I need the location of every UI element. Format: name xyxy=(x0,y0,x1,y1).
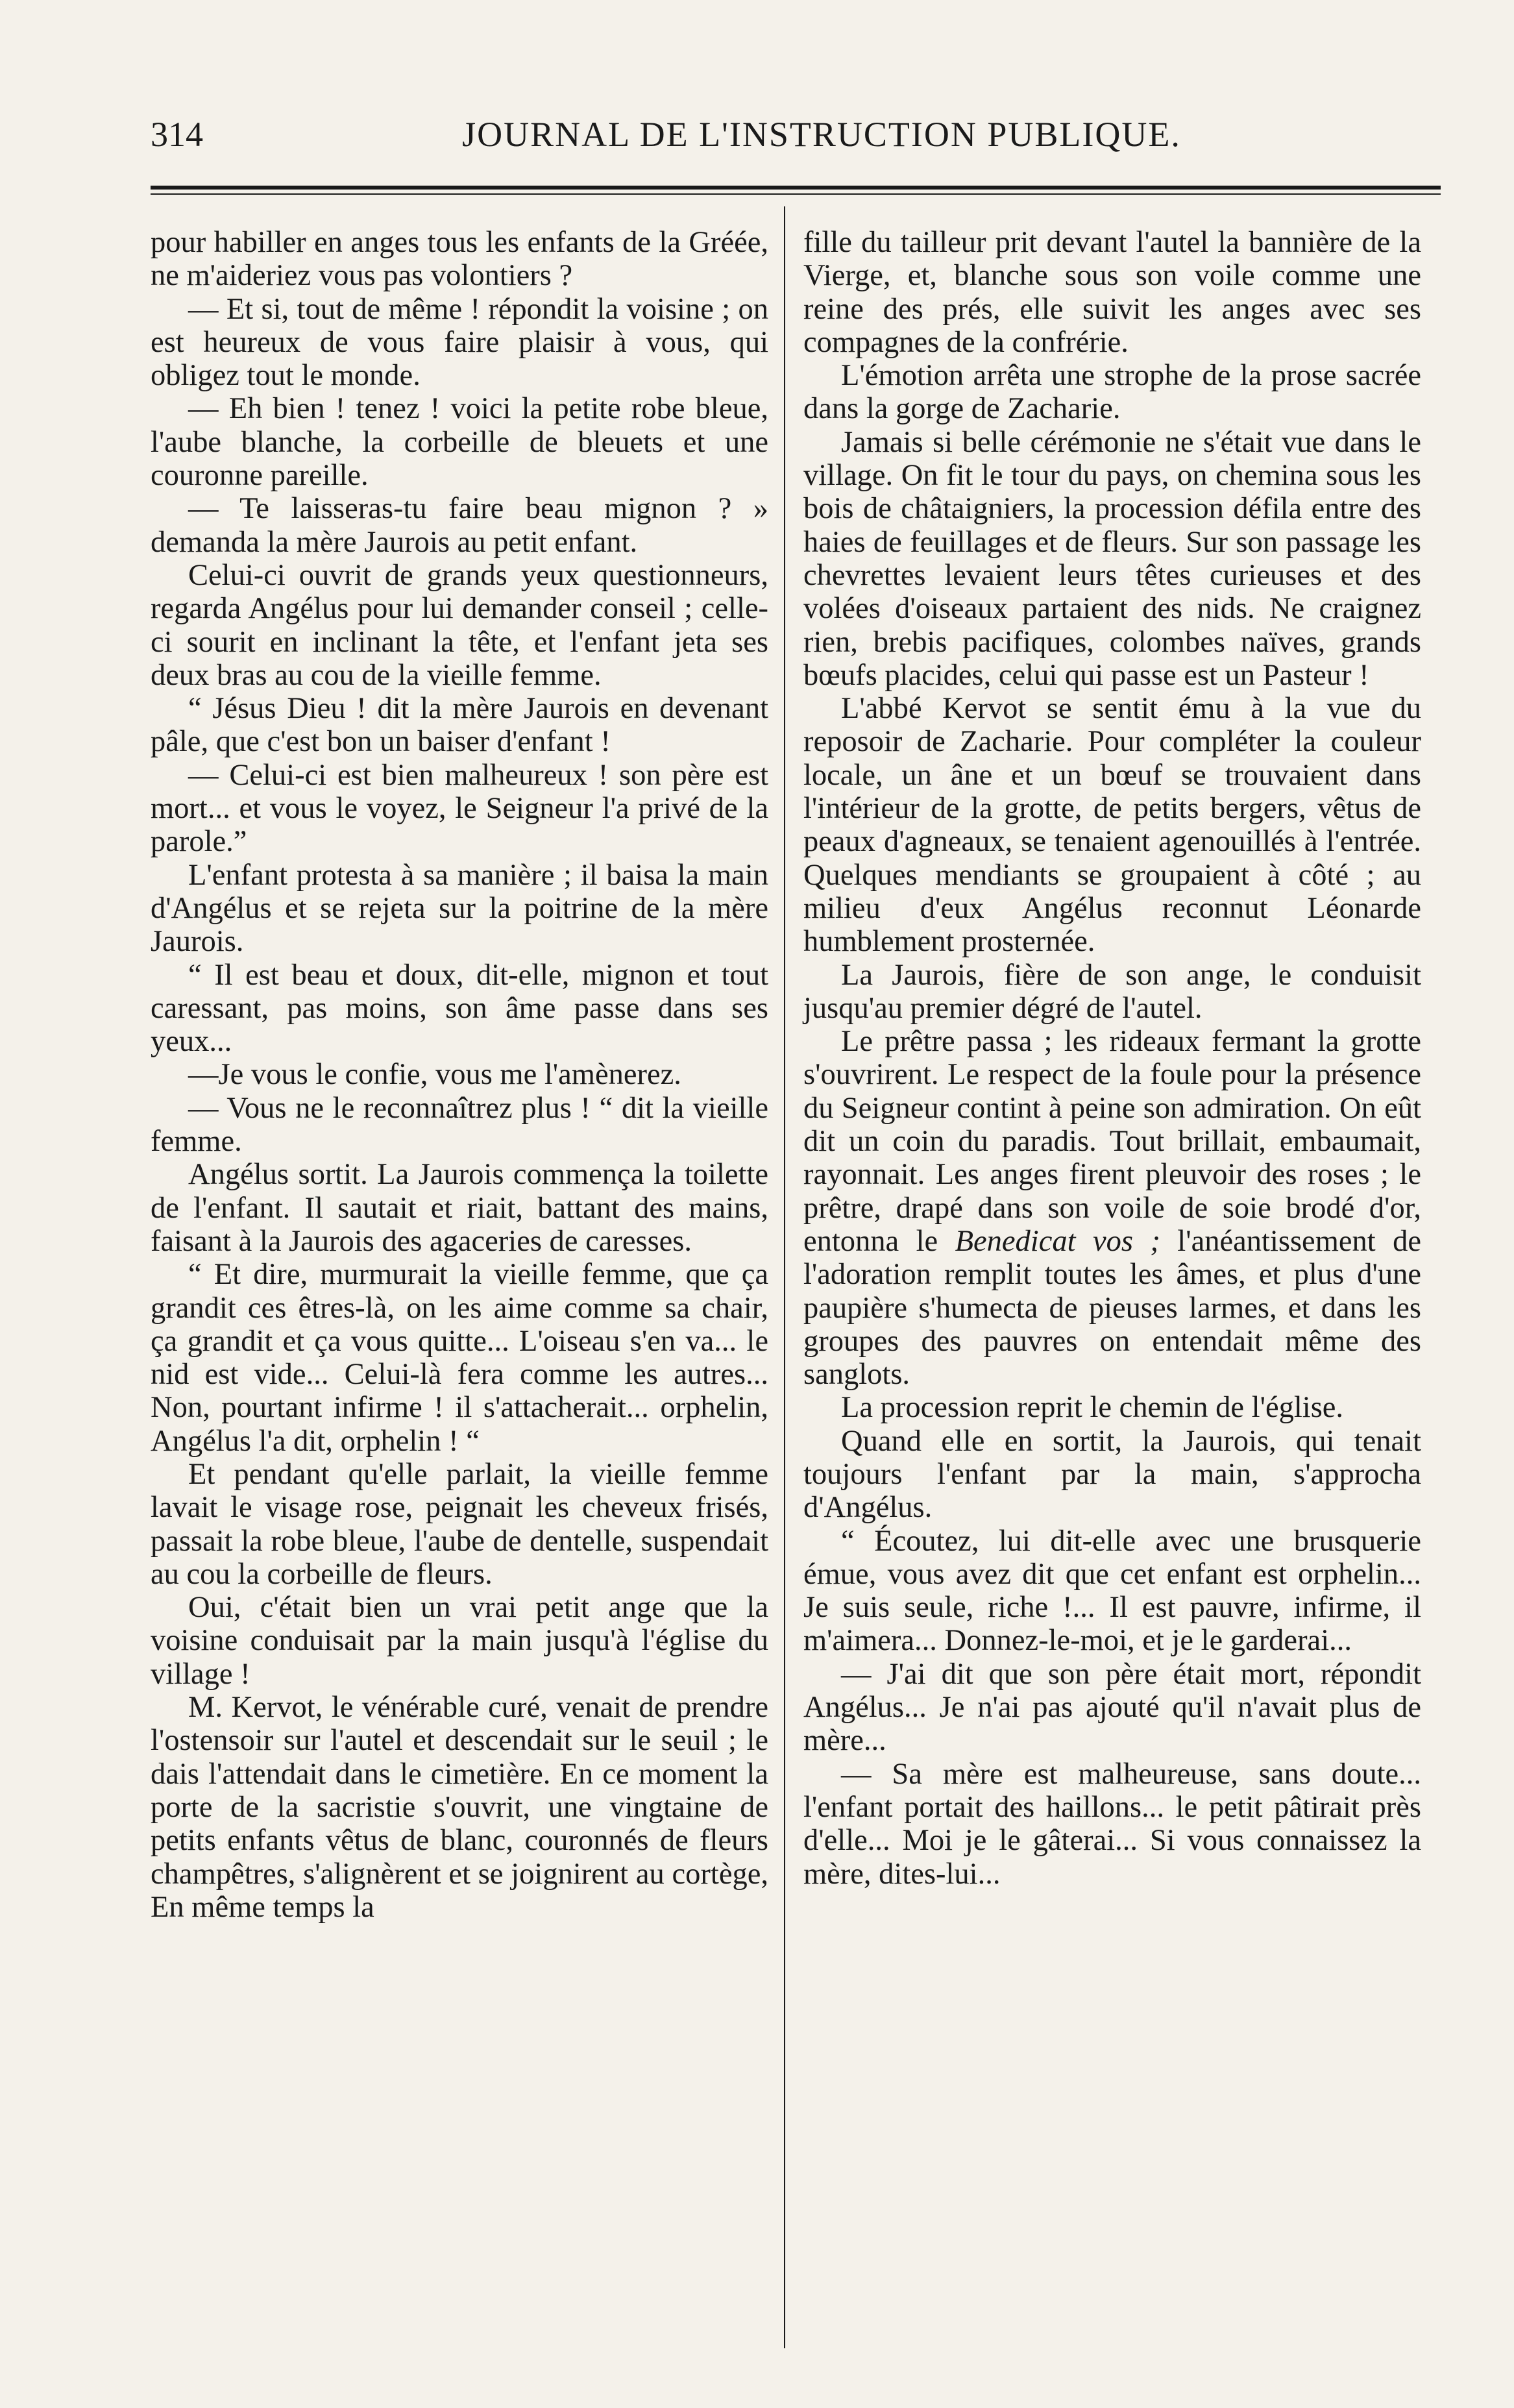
paragraph-text: L'émotion arrêta une strophe de la prose sacrée dans la gorge de Zacharie. xyxy=(803,359,1421,426)
text-column-left xyxy=(151,226,768,1924)
paragraph-text: “ Et dire, murmurait la vieille femme, que ça grandit ces êtres-là, on les aime comme sa chair, ça grandit et ça vous quitte... L'oiseau s'en va... le nid est vide... Celui-là fera comme les autres... Non, pourtant infirme ! il s'attacherait... orphelin, Angélus l'a dit, orphelin ! “ xyxy=(151,1258,768,1458)
paragraph xyxy=(803,1525,1421,1658)
paragraph-text: L'abbé Kervot se sentit ému à la vue du reposoir de Zacharie. Pour compléter la couleur locale, un âne et un bœuf se trouvaient dans l'intérieur de la grotte, de petits bergers, vêtus de peaux d'agneaux, se tenaient agenouillés à l'entrée. Quelques mendiants se groupaient à côté ; au milieu d'eux Angélus reconnut Léonarde humblement prosternée. xyxy=(803,692,1421,959)
paragraph-text: — Sa mère est malheureuse, sans doute... l'enfant portait des haillons... le petit pâtirait près d'elle... Moi je le gâterai... Si vous connaissez la mère, dites-lui... xyxy=(803,1757,1421,1891)
paragraph xyxy=(151,1258,768,1458)
paragraph-text: — Te laisseras-tu faire beau mignon ? » demanda la mère Jaurois au petit enfant. xyxy=(151,492,768,559)
paragraph-text: “ Il est beau et doux, dit-elle, mignon et tout caressant, pas moins, son âme passe dans ses yeux... xyxy=(151,958,768,1059)
header-rule-thick xyxy=(151,186,1441,190)
paragraph-text: — Vous ne le reconnaîtrez plus ! “ dit la vieille femme. xyxy=(151,1091,768,1159)
paragraph-text: Quand elle en sortit, la Jaurois, qui tenait toujours l'enfant par la main, s'approcha d'Angélus. xyxy=(803,1424,1421,1525)
paragraph xyxy=(803,1425,1421,1525)
paragraph xyxy=(151,1158,768,1258)
paragraph xyxy=(803,1758,1421,1891)
paragraph xyxy=(803,1025,1421,1391)
paragraph xyxy=(151,1058,768,1091)
paragraph xyxy=(151,559,768,692)
paragraph xyxy=(151,392,768,492)
paragraph xyxy=(803,959,1421,1026)
paragraph-text: — J'ai dit que son père était mort, répondit Angélus... Je n'ai pas ajouté qu'il n'avait plus de mère... xyxy=(803,1657,1421,1758)
paragraph-text: — Celui-ci est bien malheureux ! son père est mort... et vous le voyez, le Seigneur l'a privé de la parole.” xyxy=(151,758,768,859)
header-rule-thin xyxy=(151,193,1441,195)
paragraph-text: Jamais si belle cérémonie ne s'était vue dans le village. On fit le tour du pays, on chemina sous les bois de châtaigniers, la procession défila entre des haies de feuillages et de fleurs. Sur son passage les chevrettes levaient leurs têtes curieuses et des volées d'oiseaux partaient des nids. Ne craignez rien, brebis pacifiques, colombes naïves, grands bœufs placides, celui qui passe est un Pasteur ! xyxy=(803,425,1421,692)
running-title: JOURNAL DE L'INSTRUCTION PUBLIQUE. xyxy=(462,115,1181,154)
paragraph-text: — Et si, tout de même ! répondit la voisine ; on est heureux de vous faire plaisir à vous, qui obligez tout le monde. xyxy=(151,292,768,393)
paragraph xyxy=(151,226,768,293)
paragraph xyxy=(803,692,1421,958)
paragraph-text: “ Jésus Dieu ! dit la mère Jaurois en devenant pâle, que c'est bon un baiser d'enfant ! xyxy=(151,692,768,759)
paragraph xyxy=(803,359,1421,426)
paragraph xyxy=(151,492,768,559)
italic-phrase: Benedicat vos ; xyxy=(955,1224,1160,1258)
paragraph-text: Et pendant qu'elle parlait, la vieille femme lavait le visage rose, peignait les cheveux frisés, passait la robe bleue, l'aube de dentelle, suspendait au cou la corbeille de fleurs. xyxy=(151,1457,768,1591)
paragraph xyxy=(151,293,768,393)
paragraph xyxy=(151,1458,768,1591)
paragraph-text: Le prêtre passa ; les rideaux fermant la grotte s'ouvrirent. Le respect de la foule pour la présence du Seigneur contint à peine son admiration. On eût dit un coin du paradis. Tout brillait, embaumait, rayonnait. Les anges firent pleuvoir des roses ; le prêtre, drapé dans son voile de soie brodé d'or, entonna le xyxy=(803,1025,1421,1258)
paragraph xyxy=(151,692,768,759)
page-header xyxy=(151,114,1441,173)
paragraph-text: La procession reprit le chemin de l'église. xyxy=(841,1391,1344,1425)
paragraph-text: Oui, c'était bien un vrai petit ange que la voisine conduisait par la main jusqu'à l'église du village ! xyxy=(151,1591,768,1691)
paragraph-text: — Eh bien ! tenez ! voici la petite robe bleue, l'aube blanche, la corbeille de bleuets et une couronne pareille. xyxy=(151,392,768,493)
paragraph xyxy=(151,1591,768,1691)
column-divider xyxy=(784,206,785,2348)
paragraph-text: “ Écoutez, lui dit-elle avec une brusquerie émue, vous avez dit que cet enfant est orphelin... Je suis seule, riche !... Il est pauvre, infirme, il m'aimera... Donnez-le-moi, et je le garderai... xyxy=(803,1524,1421,1658)
paragraph xyxy=(151,859,768,959)
paragraph-text: —Je vous le confie, vous me l'amènerez. xyxy=(188,1058,681,1092)
paragraph-text: pour habiller en anges tous les enfants de la Gréée, ne m'aideriez vous pas volontiers ? xyxy=(151,226,768,293)
paragraph-text: fille du tailleur prit devant l'autel la bannière de la Vierge, et, blanche sous son voile comme une reine des prés, elle suivit les anges avec ses compagnes de la confrérie. xyxy=(803,226,1421,359)
paragraph xyxy=(151,1092,768,1159)
paragraph xyxy=(803,426,1421,692)
paragraph-text-continued: l'anéantissement de l'adoration remplit toutes les âmes, et plus d'une paupière s'humecta de pieuses larmes, et dans les groupes des pauvres on entendait même des sanglots. xyxy=(803,1224,1421,1392)
text-column-right xyxy=(803,226,1421,1891)
paragraph xyxy=(803,226,1421,359)
paragraph-text: M. Kervot, le vénérable curé, venait de prendre l'ostensoir sur l'autel et descendait sur le seuil ; le dais l'attendait dans le cimetière. En ce moment la porte de la sacristie s'ouvrit, une vingtaine de petits enfants vêtus de blanc, couronnés de fleurs champêtres, s'alignèrent et se joignirent au cortège, En même temps la xyxy=(151,1691,768,1924)
page-number: 314 xyxy=(151,115,203,154)
paragraph-text: L'enfant protesta à sa manière ; il baisa la main d'Angélus et se rejeta sur la poitrine de la mère Jaurois. xyxy=(151,858,768,959)
paragraph xyxy=(151,759,768,859)
paragraph xyxy=(803,1658,1421,1758)
paragraph xyxy=(151,1691,768,1924)
paragraph-text: Angélus sortit. La Jaurois commença la toilette de l'enfant. Il sautait et riait, battant des mains, faisant à la Jaurois des agaceries de caresses. xyxy=(151,1158,768,1258)
paragraph-text: Celui-ci ouvrit de grands yeux questionneurs, regarda Angélus pour lui demander conseil ; celle-ci sourit en inclinant la tête, et l'enfant jeta ses deux bras au cou de la vieille femme. xyxy=(151,558,768,692)
paragraph xyxy=(151,959,768,1059)
paragraph-text: La Jaurois, fière de son ange, le conduisit jusqu'au premier dégré de l'autel. xyxy=(803,958,1421,1025)
paragraph xyxy=(803,1391,1421,1424)
